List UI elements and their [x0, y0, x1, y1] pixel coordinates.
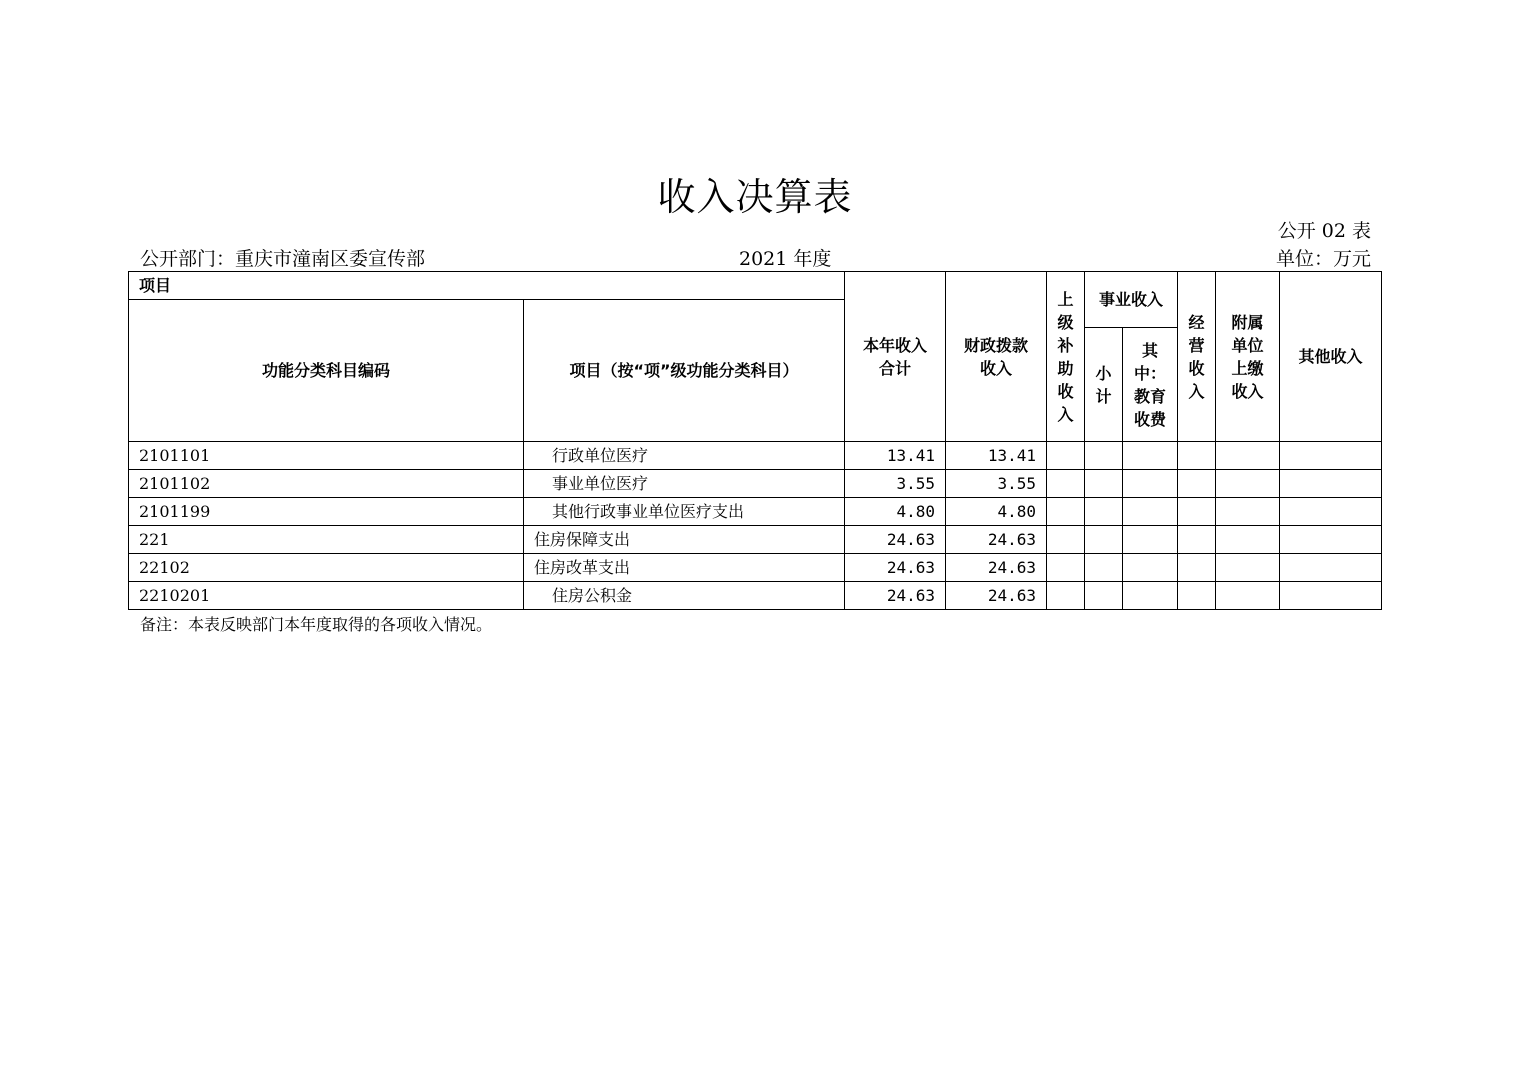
name-cell: 住房保障支出 — [524, 526, 845, 554]
business-subtotal-cell — [1085, 442, 1123, 470]
superior-cell — [1047, 526, 1085, 554]
header-fiscal — [946, 272, 1047, 442]
business-education-cell — [1123, 442, 1178, 470]
table-row — [129, 498, 1382, 526]
superior-cell — [1047, 498, 1085, 526]
business-subtotal-cell — [1085, 498, 1123, 526]
business-subtotal-cell — [1085, 526, 1123, 554]
currency-unit: 单位：万元 — [1275, 248, 1371, 270]
header-affiliated — [1216, 272, 1280, 442]
affiliated-cell — [1216, 498, 1280, 526]
header-fiscal-label: 财政拨款收入 — [964, 335, 1029, 378]
business-education-cell — [1123, 498, 1178, 526]
affiliated-cell — [1216, 582, 1280, 610]
other-cell — [1280, 470, 1382, 498]
affiliated-cell — [1216, 442, 1280, 470]
business-education-cell — [1123, 554, 1178, 582]
header-operating-label: 经营收入 — [1188, 312, 1205, 401]
income-table — [128, 271, 1382, 610]
fiscal-cell: 4.80 — [946, 498, 1047, 526]
fiscal-year: 2021 年度 — [739, 248, 832, 270]
code-cell: 2101102 — [129, 470, 524, 498]
header-affiliated-label: 附属单位上缴收入 — [1231, 312, 1264, 401]
operating-cell — [1178, 554, 1216, 582]
code-cell: 2101101 — [129, 442, 524, 470]
operating-cell — [1178, 470, 1216, 498]
table-row — [129, 470, 1382, 498]
report-meta — [140, 244, 1371, 270]
operating-cell — [1178, 526, 1216, 554]
other-cell — [1280, 582, 1382, 610]
fiscal-cell: 24.63 — [946, 526, 1047, 554]
name-cell: 住房改革支出 — [524, 554, 845, 582]
header-operating — [1178, 272, 1216, 442]
header-total — [845, 272, 946, 442]
header-business-education-label: 其中：教育收费 — [1134, 340, 1167, 429]
operating-cell — [1178, 442, 1216, 470]
header-business: 事业收入 — [1085, 272, 1178, 328]
header-name: 项目（按“项”级功能分类科目） — [524, 300, 845, 442]
header-total-label: 本年收入合计 — [863, 335, 928, 378]
superior-cell — [1047, 554, 1085, 582]
name-cell: 住房公积金 — [524, 582, 845, 610]
header-superior — [1047, 272, 1085, 442]
superior-cell — [1047, 470, 1085, 498]
code-cell: 22102 — [129, 554, 524, 582]
superior-cell — [1047, 442, 1085, 470]
business-subtotal-cell — [1085, 554, 1123, 582]
code-cell: 2101199 — [129, 498, 524, 526]
superior-cell — [1047, 582, 1085, 610]
total-cell: 3.55 — [845, 470, 946, 498]
total-cell: 4.80 — [845, 498, 946, 526]
total-cell: 24.63 — [845, 582, 946, 610]
name-cell: 行政单位医疗 — [524, 442, 845, 470]
department-label: 公开部门：重庆市潼南区委宣传部 — [140, 248, 426, 270]
other-cell — [1280, 442, 1382, 470]
header-other: 其他收入 — [1280, 272, 1382, 442]
fiscal-cell: 3.55 — [946, 470, 1047, 498]
table-row — [129, 526, 1382, 554]
header-project: 项目 — [129, 272, 845, 300]
business-subtotal-cell — [1085, 470, 1123, 498]
name-cell: 事业单位医疗 — [524, 470, 845, 498]
other-cell — [1280, 498, 1382, 526]
total-cell: 13.41 — [845, 442, 946, 470]
fiscal-cell: 24.63 — [946, 582, 1047, 610]
name-cell: 其他行政事业单位医疗支出 — [524, 498, 845, 526]
table-row — [129, 554, 1382, 582]
table-row — [129, 442, 1382, 470]
other-cell — [1280, 554, 1382, 582]
fiscal-cell: 24.63 — [946, 554, 1047, 582]
operating-cell — [1178, 498, 1216, 526]
page-title: 收入决算表 — [657, 175, 853, 219]
business-education-cell — [1123, 526, 1178, 554]
header-superior-label: 上级补助收入 — [1057, 289, 1074, 424]
table-header — [129, 272, 1382, 442]
affiliated-cell — [1216, 470, 1280, 498]
table-body — [129, 442, 1382, 610]
business-education-cell — [1123, 470, 1178, 498]
total-cell: 24.63 — [845, 526, 946, 554]
code-cell: 2210201 — [129, 582, 524, 610]
remark-note: 备注：本表反映部门本年度取得的各项收入情况。 — [140, 615, 493, 634]
header-business-education — [1123, 328, 1178, 442]
header-code: 功能分类科目编码 — [129, 300, 524, 442]
table-row — [129, 582, 1382, 610]
affiliated-cell — [1216, 526, 1280, 554]
header-business-subtotal-label: 小计 — [1095, 363, 1112, 406]
other-cell — [1280, 526, 1382, 554]
fiscal-cell: 13.41 — [946, 442, 1047, 470]
form-number: 公开 02 表 — [1277, 220, 1371, 242]
business-education-cell — [1123, 582, 1178, 610]
business-subtotal-cell — [1085, 582, 1123, 610]
affiliated-cell — [1216, 554, 1280, 582]
code-cell: 221 — [129, 526, 524, 554]
header-business-subtotal — [1085, 328, 1123, 442]
operating-cell — [1178, 582, 1216, 610]
total-cell: 24.63 — [845, 554, 946, 582]
